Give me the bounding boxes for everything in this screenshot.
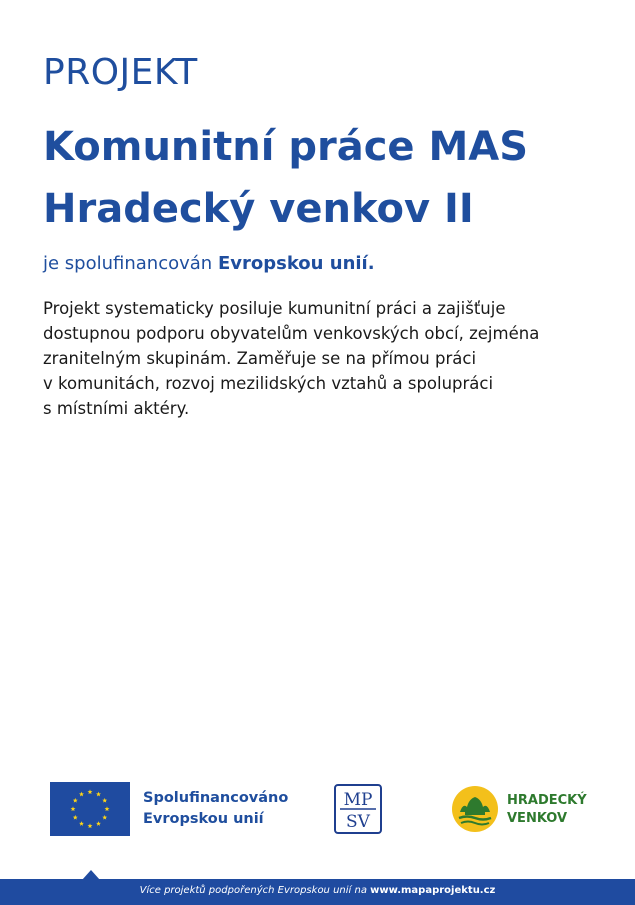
hv-label-line-2: VENKOV [507,811,568,826]
description-line: v komunitách, rozvoj mezilidských vztahů a spolupráci [43,374,494,393]
hv-label-line-1: HRADECKÝ [507,793,587,808]
eu-star-icon [96,821,101,826]
project-description [43,296,603,421]
eu-cofinancing-label [143,788,288,830]
eu-star-icon [79,792,84,797]
mpsv-bottom-text: SV [346,812,370,832]
eu-label-line-2: Evropskou unií [143,811,264,827]
eu-label-line-1: Spolufinancováno [143,790,289,806]
footer-bar [0,879,635,905]
eu-star-icon [102,798,107,803]
hradecky-venkov-emblem-icon [451,785,499,837]
eu-star-icon [88,823,93,828]
hradecky-venkov-label [507,792,587,828]
eu-star-icon [105,806,110,811]
project-title-line-1: Komunitní práce MAS [43,124,529,170]
project-title-line-2: Hradecký venkov II [43,186,474,232]
eu-star-icon [73,815,78,820]
eu-star-icon [88,789,93,794]
project-kicker: PROJEKT [43,52,198,93]
cofinancing-emphasis: Evropskou unií. [217,253,375,274]
footer-text [0,885,635,896]
eu-star-icon [73,798,78,803]
mpsv-logo-icon [334,784,382,834]
eu-star-icon [96,792,101,797]
description-line: s místními aktéry. [43,399,190,418]
eu-star-icon [79,821,84,826]
description-line: dostupnou podporu obyvatelům venkovských obcí, zejména [43,324,540,343]
cofinancing-statement [43,253,375,274]
footer-link[interactable]: www.mapaprojektu.cz [370,885,496,896]
mpsv-top-text: MP [343,790,373,810]
project-title [43,116,613,240]
eu-flag-icon [50,782,130,836]
eu-star-icon [102,815,107,820]
description-line: Projekt systematicky posiluje kumunitní práci a zajišťuje [43,299,506,318]
cofinancing-prefix: je spolufinancován [43,253,213,274]
description-line: zranitelným skupinám. Zaměřuje se na přímou práci [43,349,477,368]
footer-label: Více projektů podpořených Evropskou unií na [139,885,367,896]
eu-star-icon [71,806,76,811]
